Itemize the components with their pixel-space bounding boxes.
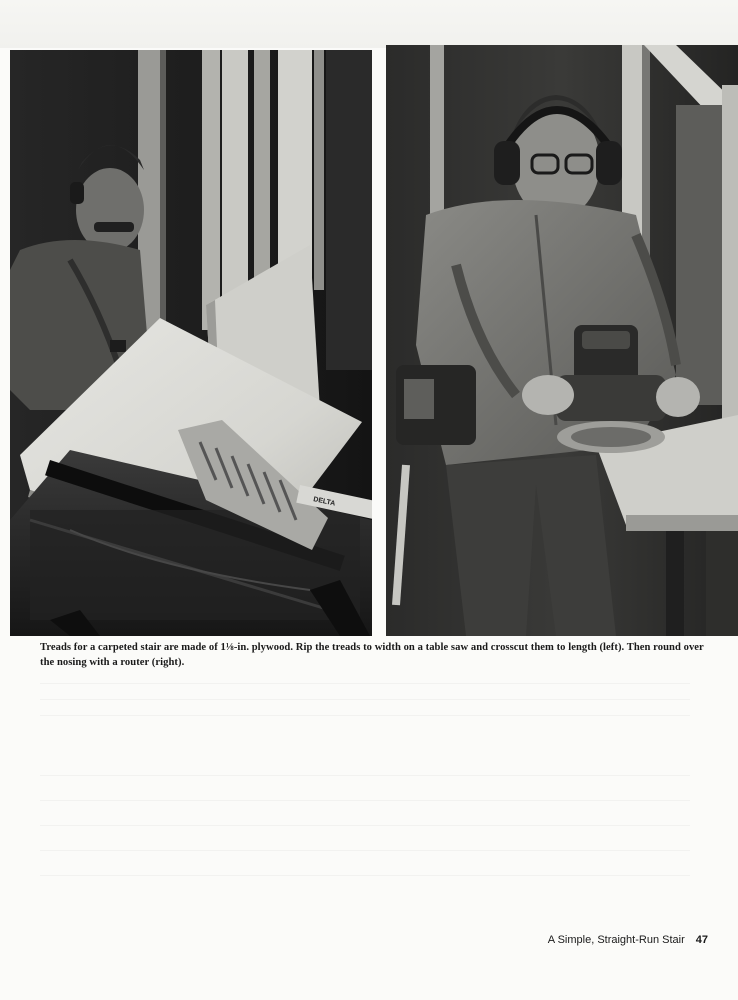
page-number: 47 [695, 934, 708, 946]
show-through-line [40, 825, 690, 826]
show-through-line [40, 699, 690, 700]
figure-caption: Treads for a carpeted stair are made of 1⅛-in. plywood. Rip the treads to width on a table saw and crosscut them to length (left). Then round over the nosing with a router (right). [40, 642, 704, 668]
show-through-line [40, 715, 690, 716]
show-through-line [40, 775, 690, 776]
show-through-line [40, 800, 690, 801]
saw-brand-label: DELTA [312, 496, 336, 508]
photo-table-saw [10, 50, 372, 636]
show-through-line [40, 850, 690, 851]
show-through-line [40, 683, 690, 684]
page-top-margin [0, 0, 738, 48]
table-saw-photo-drawing [10, 50, 372, 636]
running-title: A Simple, Straight-Run Stair [547, 934, 685, 946]
show-through-line [40, 875, 690, 876]
page-footer [548, 934, 708, 946]
router-photo-drawing [386, 45, 738, 636]
photo-router [386, 45, 738, 636]
